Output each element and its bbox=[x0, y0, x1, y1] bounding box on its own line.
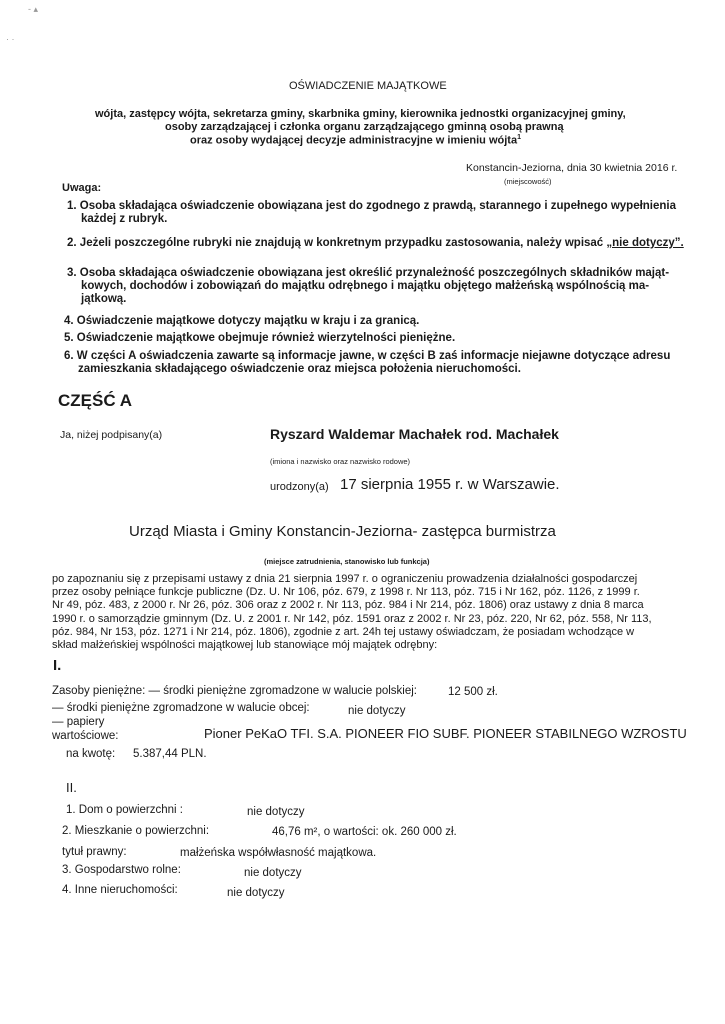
signed-label: Ja, niżej podpisany(a) bbox=[60, 429, 163, 441]
note-number: 6. bbox=[64, 350, 74, 362]
part-a-heading: CZĘŚĆ A bbox=[58, 391, 132, 410]
house-label: 1. Dom o powierzchni : bbox=[66, 804, 183, 816]
note-text: Osoba składająca oświadczenie obowiązana jest określić przynależność poszczególnych składników mająt- bbox=[79, 267, 670, 279]
flat-label: 2. Mieszkanie o powierzchni: bbox=[62, 825, 210, 837]
savings-value: 12 500 zł. bbox=[448, 686, 498, 698]
subtitle-line-3 bbox=[190, 134, 521, 147]
declaration-paragraph bbox=[52, 573, 652, 652]
section-1-heading: I. bbox=[53, 657, 62, 674]
legal-title-value: małżeńska współwłasność majątkowa. bbox=[180, 847, 377, 859]
note-6 bbox=[64, 350, 670, 376]
foreign-value: nie dotyczy bbox=[348, 705, 406, 717]
subtitle-line-3-text: oraz osoby wydającej decyzje administracyjne w imieniu wójta bbox=[190, 134, 518, 147]
house-value: nie dotyczy bbox=[247, 806, 305, 818]
note-1 bbox=[67, 200, 676, 226]
place-date: Konstancin-Jeziorna, dnia 30 kwietnia 2016 r. bbox=[466, 162, 678, 174]
note-text: każdej z rubryk. bbox=[81, 213, 168, 225]
amount-value: 5.387,44 PLN. bbox=[133, 748, 207, 760]
workplace-caption: (miejsce zatrudnienia, stanowisko lub funkcja) bbox=[264, 557, 430, 566]
born-label: urodzony(a) bbox=[270, 481, 329, 493]
securities-value: Pioner PeKaO TFI. S.A. PIONEER FIO SUBF. PIONEER STABILNEGO WZROSTU bbox=[204, 726, 687, 741]
note-number: 1. bbox=[67, 200, 77, 212]
other-property-value: nie dotyczy bbox=[227, 887, 285, 899]
declaration-line: po zapoznaniu się z przepisami ustawy z dnia 21 sierpnia 1997 r. o ograniczeniu prowadzenia działalności gospodarczej bbox=[52, 573, 638, 585]
scan-mark: · · bbox=[6, 34, 15, 44]
note-number: 4. bbox=[64, 315, 74, 327]
other-property-label: 4. Inne nieruchomości: bbox=[62, 884, 178, 896]
securities-label-1: — papiery bbox=[52, 716, 105, 728]
declaration-line: 1990 r. o samorządzie gminnym (Dz. U. z 2001 r. Nr 142, póz. 1591 oraz z 2002 r. Nr 23, póz. 220, Nr 62, póz. 558, Nr 113, bbox=[52, 612, 652, 625]
amount-label: na kwotę: bbox=[66, 748, 116, 760]
note-number: 5. bbox=[64, 332, 74, 344]
note-text: Osoba składająca oświadczenie obowiązana jest do zgodnego z prawdą, starannego i zupełnego wypełnienia bbox=[79, 200, 677, 212]
place-caption: (miejscowość) bbox=[504, 177, 552, 186]
note-4 bbox=[64, 315, 419, 328]
farm-label: 3. Gospodarstwo rolne: bbox=[62, 864, 181, 876]
section-2-heading: II. bbox=[66, 780, 77, 795]
note-text: kowych, dochodów i zobowiązań do majątku odrębnego i majątku objętego małżeńską wspólnością ma- bbox=[81, 280, 650, 292]
note-text: W części A oświadczenia zawarte są informacje jawne, w części B zaś informacje niejawne dotyczące adresu bbox=[76, 350, 671, 362]
note-text: Oświadczenie majątkowe obejmuje również wierzytelności pieniężne. bbox=[76, 332, 456, 344]
note-2 bbox=[67, 237, 684, 250]
subtitle-line-1: wójta, zastępcy wójta, sekretarza gminy, skarbnika gminy, kierownika jednostki organizacyjnej gminy, bbox=[95, 108, 626, 120]
note-number: 2. bbox=[67, 237, 77, 249]
savings-label: Zasoby pieniężne: — środki pieniężne zgromadzone w walucie polskiej: bbox=[52, 685, 417, 697]
farm-value: nie dotyczy bbox=[244, 867, 302, 879]
document-title: OŚWIADCZENIE MAJĄTKOWE bbox=[289, 80, 447, 92]
declaration-line: skład małżeńskiej wspólności majątkowej lub stanowiące mój majątek odrębny: bbox=[52, 639, 438, 652]
note-text: zamieszkania składającego oświadczenie oraz miejsca położenia nieruchomości. bbox=[78, 363, 521, 375]
note-3 bbox=[67, 267, 669, 306]
declaration-line: przez osoby pełniące funkcje publiczne (Dz. U. Nr 106, póz. 679, z 1998 r. Nr 113, póz. 715 i Nr 162, póz. 1126, z 1999 r. bbox=[52, 586, 640, 599]
declarant-name: Ryszard Waldemar Machałek rod. Machałek bbox=[270, 426, 559, 442]
name-caption: (imiona i nazwisko oraz nazwisko rodowe) bbox=[270, 457, 411, 466]
legal-title-label: tytuł prawny: bbox=[62, 846, 127, 858]
flat-value: 46,76 m², o wartości: ok. 260 000 zł. bbox=[272, 826, 457, 838]
workplace: Urząd Miasta i Gminy Konstancin-Jeziorna- zastępca burmistrza bbox=[129, 523, 556, 540]
subtitle-line-2: osoby zarządzającej i członka organu zarządzającego gminną osobą prawną bbox=[165, 121, 564, 133]
foreign-label: — środki pieniężne zgromadzone w walucie obcej: bbox=[52, 702, 310, 714]
notes-label: Uwaga: bbox=[62, 182, 102, 194]
note-text: Oświadczenie majątkowe dotyczy majątku w kraju i za granicą. bbox=[76, 315, 420, 327]
scan-mark: - ▴ bbox=[28, 4, 39, 14]
declaration-line: Nr 49, póz. 483, z 2000 r. Nr 26, póz. 306 oraz z 2002 r. Nr 113, póz. 984 i Nr 214, póz. 1806) oraz ustawy z dnia 8 marca bbox=[52, 599, 644, 612]
born-value: 17 sierpnia 1955 r. w Warszawie. bbox=[340, 476, 560, 493]
note-emphasis: „nie dotyczy”. bbox=[606, 237, 684, 249]
footnote-marker: 1 bbox=[517, 134, 521, 141]
note-number: 3. bbox=[67, 267, 77, 279]
note-text: jątkową. bbox=[81, 293, 127, 305]
securities-label-2: wartościowe: bbox=[52, 730, 119, 742]
declaration-line: póz. 984, Nr 153, póz. 1271 i Nr 214, póz. 1806), zgodnie z art. 24h tej ustawy oświadczam, że posiadam wchodzące w bbox=[52, 625, 635, 638]
note-5 bbox=[64, 332, 455, 345]
note-text: Jeżeli poszczególne rubryki nie znajdują w konkretnym przypadku zastosowania, należy wpisać bbox=[79, 237, 607, 249]
